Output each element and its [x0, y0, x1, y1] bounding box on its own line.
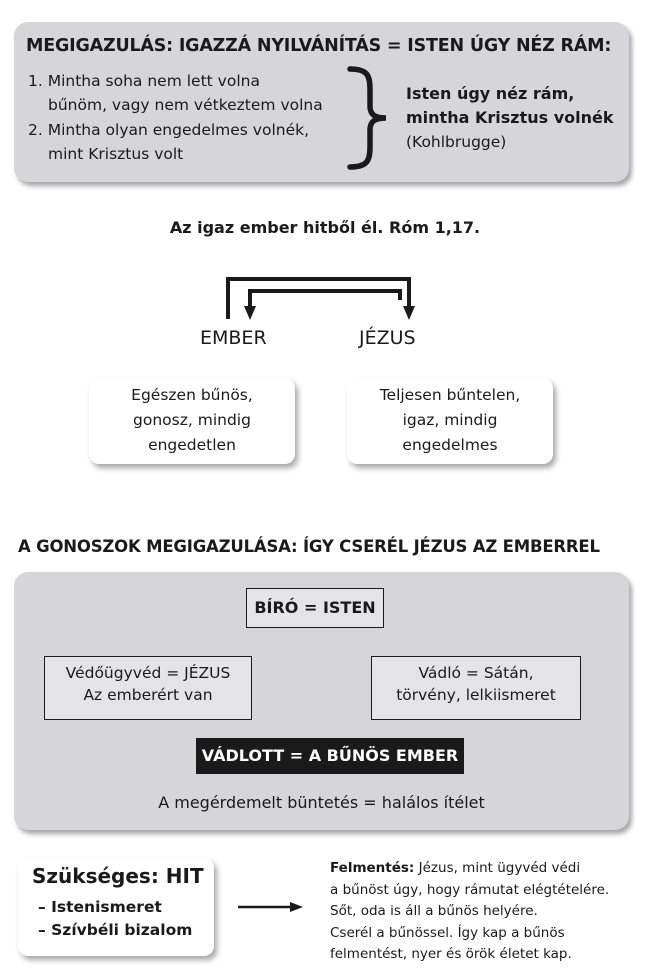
jezus-description-box	[347, 378, 553, 464]
acquittal-line-4: Cserél a bűnössel. Így kap a bűnös	[330, 924, 565, 941]
justification-box	[14, 22, 629, 182]
result-line-1: Isten úgy néz rám,	[406, 84, 575, 103]
ember-description-box	[89, 378, 295, 464]
item-2-line-2: mint Krisztus volt	[48, 145, 184, 163]
accuser-line-1: Vádló = Sátán,	[418, 664, 534, 682]
accuser-box	[371, 656, 581, 720]
defender-line-1: Védőügyvéd = JÉZUS	[65, 664, 231, 682]
accuser-line-2: törvény, lelkiismeret	[396, 686, 556, 704]
acquittal-text	[330, 858, 609, 966]
ember-desc-line-2: gonosz, mindig	[133, 411, 251, 429]
defender-box	[44, 656, 252, 720]
jezus-label: JÉZUS	[359, 327, 416, 349]
acquittal-line-3: Sőt, oda is áll a bűnös helyére.	[330, 903, 538, 919]
faith-item-2: – Szívbéli bizalom	[38, 921, 193, 939]
right-arrow-icon	[236, 899, 306, 915]
ember-desc-line-3: engedetlen	[148, 436, 236, 454]
jezus-desc-line-1: Teljesen bűntelen,	[379, 386, 521, 404]
judge-label: BÍRÓ = ISTEN	[254, 598, 376, 617]
jezus-desc-line-2: igaz, mindig	[402, 411, 498, 429]
sentence-text: A megérdemelt büntetés = halálos ítélet	[158, 793, 485, 812]
acquittal-line-5: felmentést, nyer és örök életet kap.	[330, 946, 572, 962]
acquittal-label: Felmentés:	[330, 860, 415, 876]
acquittal-line-1	[330, 858, 609, 880]
justification-title: MEGIGAZULÁS: IGAZZÁ NYILVÁNÍTÁS = ISTEN ÚGY NÉZ RÁM:	[26, 36, 612, 56]
judge-box	[246, 588, 384, 628]
faith-box	[18, 858, 214, 956]
courtroom-box	[14, 572, 629, 830]
acquittal-line-1-text: Jézus, mint ügyvéd védi	[414, 860, 581, 876]
source-attribution: (Kohlbrugge)	[406, 133, 507, 151]
faith-item-1: – Istenismeret	[38, 898, 162, 916]
item-1-line-2: bűnöm, vagy nem vétkeztem volna	[48, 96, 323, 114]
item-1-line-1: 1. Mintha soha nem lett volna	[28, 72, 260, 90]
exchange-arrows-icon	[215, 272, 425, 324]
accused-box	[196, 738, 464, 774]
jezus-desc-line-3: engedelmes	[402, 436, 498, 454]
curly-brace-icon	[342, 66, 392, 170]
item-2-line-1: 2. Mintha olyan engedelmes volnék,	[28, 121, 310, 139]
defender-line-2: Az emberért van	[83, 686, 213, 704]
faith-title: Szükséges: HIT	[32, 864, 204, 888]
ember-desc-line-1: Egészen bűnös,	[131, 386, 253, 404]
verse-text: Az igaz ember hitből él. Róm 1,17.	[169, 218, 481, 237]
section-heading: A GONOSZOK MEGIGAZULÁSA: ÍGY CSERÉL JÉZUS AZ EMBERREL	[18, 537, 600, 556]
result-line-2: mintha Krisztus volnék	[406, 108, 614, 127]
accused-label: VÁDLOTT = A BŰNÖS EMBER	[201, 746, 459, 765]
ember-label: EMBER	[200, 327, 267, 349]
acquittal-line-2: a bűnöst úgy, hogy rámutat elégtételére.	[330, 881, 610, 898]
